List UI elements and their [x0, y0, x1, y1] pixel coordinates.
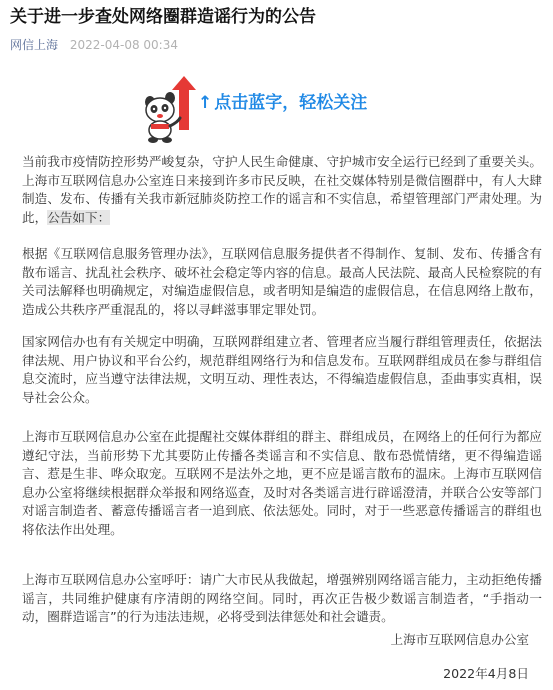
article-title: 关于进一步查处网络圈群造谣行为的公告: [10, 7, 316, 27]
up-arrow-icon: ↑: [198, 93, 213, 113]
paragraph-1: [22, 153, 542, 227]
panda-mascot-icon: [140, 72, 200, 144]
follow-banner[interactable]: [140, 60, 430, 150]
signature-date: 2022年4月8日: [443, 666, 529, 681]
paragraph-5: 上海市互联网信息办公室呼吁：请广大市民从我做起，增强辨别网络谣言能力，主动拒绝传播谣言，共同维护健康有序清朗的网络空间。同时，再次正告极少数谣言制造者，“手指动一动，圈群造谣言”的行为违法违规，必将受到法律惩处和社会谴责。: [22, 572, 542, 624]
highlighted-text: 公告如下：: [47, 209, 111, 225]
follow-prompt[interactable]: [198, 88, 367, 113]
signature-org: 上海市互联网信息办公室: [390, 632, 529, 647]
account-name-link[interactable]: 网信上海: [10, 38, 59, 52]
article-meta: [10, 37, 178, 53]
publish-date: 2022-04-08 00:34: [69, 38, 178, 52]
paragraph-1-text: 当前我市疫情防控形势严峻复杂，守护人民生命健康、守护城市安全运行已经到了重要关头。上海市互联网信息办公室连日来接到许多市民反映，在社交媒体特别是微信圈群中，有人大肆制造、发布、传播有关我市新冠肺炎防控工作的谣言和不实信息，希望管理部门严肃处理。为此，: [22, 154, 542, 225]
paragraph-3: 国家网信办也有有关规定中明确，互联网群组建立者、管理者应当履行群组管理责任，依据法律法规、用户协议和平台公约，规范群组网络行为和信息发布。互联网群组成员在参与群组信息交流时，应当遵守法律法规，文明互动、理性表达，不得编造虚假信息，歪曲事实真相，误导社会公众。: [22, 334, 542, 405]
paragraph-2: 根据《互联网信息服务管理办法》，互联网信息服务提供者不得制作、复制、发布、传播含有散布谣言、扰乱社会秩序、破坏社会稳定等内容的信息。最高人民法院、最高人民检察院的有关司法解释也明确规定，对编造虚假信息，或者明知是编造的虚假信息，在信息网络上散布，造成公共秩序严重混乱的，将以寻衅滋事罪定罪处罚。: [22, 246, 542, 317]
follow-prompt-text: 点击蓝字，轻松关注: [214, 93, 368, 113]
paragraph-4: 上海市互联网信息办公室在此提醒社交媒体群组的群主、群组成员，在网络上的任何行为都应遵纪守法，当前形势下尤其要防止传播各类谣言和不实信息、散布恐慌情绪，更不得编造谣言、惹是生非、哗众取宠。互联网不是法外之地，更不应是谣言散布的温床。上海市互联网信息办公室将继续根据群众举报和网络巡查，及时对各类谣言进行辟谣澄清，并联合公安等部门对谣言制造者、蓄意传播谣言者一追到底、依法惩处。同时，对于一些恶意传播谣言的群组也将依法作出处理。: [22, 429, 542, 537]
